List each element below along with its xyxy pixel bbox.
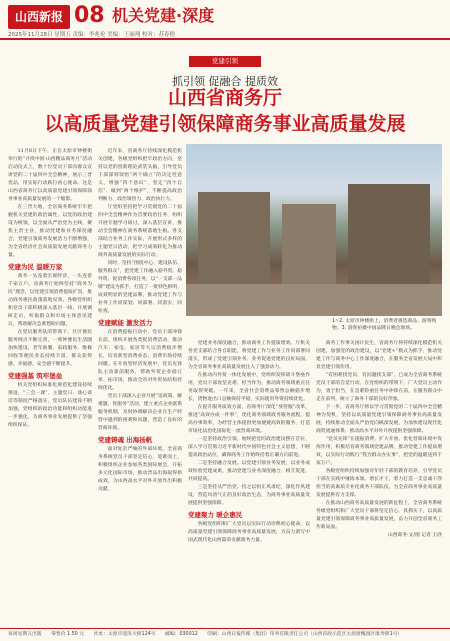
paragraph: 各级党组织持续加强对年轻干部的教育培养，引导党员干部在实践中锤炼本领、增长才干，着力打造一支忠诚干净担当的高素质专业化商务干部队伍，为全省商务事业高质量发展提供有力支撑。	[316, 469, 442, 498]
paragraph: 党建业务深度融合，推动商务工作提质增效。厅机关各党支部结合各自职能，将党建工作与业务工作同部署同落实，形成了党建引领业务、业务促进党建的良好局面，为全省商务事业高质量发展注入了强劲动力。	[188, 341, 310, 370]
paragraph: 机关党组织标准化规范化建设持续推进，“三会一课”、主题党日、谈心谈话等制度严格落实，党员队伍建设不断加强，党组织的政治功能和组织功能进一步强化，为商务事业发展提供了坚强组织保证。	[8, 383, 92, 428]
article-column-3	[188, 340, 310, 624]
headline-line-2: 以高质量党建引领保障商务事业高质量发展	[44, 113, 406, 135]
footer-item: 印刷：山西日报传媒（集团）印务有限责任公司（山西省政示范区太原唐槐园区康寿街1号）	[207, 632, 403, 637]
paragraph: 党员干部深入企业开展“送政策、解难题、优服务”活动，建立重点企业联系服务机制，及时协调解决企业在生产经营中遇到的困难和问题，营造了良好的营商环境。	[98, 394, 182, 431]
byline: 山西商务·文/图 记者 王欣	[387, 533, 442, 538]
dateline: 2025年11月28日 星期五 责编：李兆伦 美编：王丽翔 校对：苏春艳	[8, 32, 175, 38]
headline-line-1: 山西省商务厅	[167, 87, 282, 109]
footer-item: 零售价 1.50 元	[51, 632, 85, 637]
page-number: 08	[74, 3, 105, 28]
paragraph: 在三晋大地，全省商务系统牢牢把握机关党建的政治属性，以党的政治建设为统领，以全面从严治党为主线，聚焦主责主业，推动党建和业务深度融合，党建引领商务发展活力不断增强，为全省经济社会高质量发展贡献商务力量。	[8, 205, 92, 258]
paragraph: 在推动山西商务高质量发展的新征程上，全省商务系统各级党组织和广大党员干部将坚定信心、真抓实干，以高质量党建引领保障商务事业高质量发展，奋力开创全省商务工作新局面。	[316, 501, 442, 530]
article-column-1	[8, 148, 92, 624]
paragraph: 同时，坚持“围绕中心、建设队伍、服务群众”，把党建工作融入稳外贸、稳外资、促消费各项任务，以“一支部一品牌”建设为抓手，打造了一批特色鲜明、成效明显的党建品牌，推动党建工作与业务工作同谋划、同部署、同落实、同检查。	[98, 261, 182, 314]
paragraph: 厅党组坚持把学习贯彻党的二十届四中全会精神作为首要政治任务，组织开展专题学习研讨，深入基层宣讲，推动全会精神在商务系统落地生根。各支部结合业务工作实际，开展形式多样的主题党日活动，把学习成效转化为推动商务高质量发展的实际行动。	[98, 205, 182, 258]
subheading: 党建强基 筑牢堡垒	[8, 372, 63, 380]
photo-caption: 1~2. 太原市钟楼街上，消费者挑选商品、游客购物。3. 游客拍摄中国品牌日晚会现场。	[332, 319, 437, 331]
article-kicker: 抓引领 促融合 提质效	[172, 75, 278, 88]
street-photo	[186, 144, 442, 316]
masthead-divider	[0, 38, 450, 40]
lead-paragraph: 11月8日下午，正在太原市钟楼街举行的“寻找中国·山西精品商务月”活动启动仪式上，数十位党员干部向群众宣讲党的二十届四中全会精神，展示三晋优品，用实际行动践行初心使命。这是山西省商务厅以高质量党建引领保障商务事业高质量发展的一个缩影。	[8, 149, 92, 202]
paragraph: 在消费提振行动中，党员干部冲锋在前，组织开展各类促消费活动，推动汽车、家电、家居等大宗消费稳步增长，培育新型消费业态，消费市场持续回暖。在开放型经济发展中，党员先锋队主动靠前服务，帮助外贸企业稳订单、拓市场，推动全省对外贸易结构持续优化。	[98, 330, 182, 391]
section-title: 机关党建·深度	[112, 6, 215, 25]
paragraph: 三是坚持从严治党。持之以恒正风肃纪，深化作风建设，营造风清气正的良好政治生态，为商务事业高质量发展提供坚强保障。	[188, 485, 310, 506]
subheading: 党建赋能 激发活力	[98, 319, 153, 327]
footer-item: 邮编：030012	[165, 632, 198, 637]
article-column-2	[98, 148, 182, 624]
paragraph: 下一步，省商务厅将以学习贯彻党的二十届四中全会精神为契机，坚持以高质量党建引领保障商务事业高质量发展，持续推动全面从严治党向纵深发展，为加快建设现代化商贸流通体系、推动高水平对外开放提供坚强保障。	[316, 405, 442, 434]
paragraph: 商务一头连着宏观经济，一头连着千家万户。省商务厅始终坚持“商务为民”理念，以党建引领消费提质扩容，推动商务惠民政策落地见效。各级党组织和党员干部积极深入基层一线，开展调研走访，听取群众和市场主体意见建议，帮助解决急难愁盼问题。	[8, 274, 92, 327]
paragraph: 二是坚持融合发展。以党建引领业务发展，以业务成效检验党建成果，推动党建与业务深度融合、相互促进、共同提高。	[188, 461, 310, 482]
paragraph: 一是坚持政治引领。始终把党的政治建设摆在首位，深入学习贯彻习近平新时代中国特色社会主义思想，不断提高政治站位，确保商务工作始终沿着正确方向前进。	[188, 437, 310, 458]
paragraph: 在推动内外贸一体化发展中，党组织发挥战斗堡垒作用，党员干部攻坚克难、担当作为，推动商务领域重点任务取得突破。一年来，全省社会消费品零售总额稳步增长，货物进出口总额保持平稳，实际使用外资持续优化。	[188, 373, 310, 402]
newspaper-logo: 山西新报	[8, 5, 70, 29]
paragraph: “有困难找党员、有问题找支部”，已成为全省商务系统党员干部的自觉行动。在党组织的带领下，广大党员主动作为，勇于担当，在急难险重任务中冲锋在前，在服务群众中走在前列，树立了商务干部的良好形象。	[316, 373, 442, 402]
footer-item: 每周星期五出版	[8, 632, 42, 637]
footer-item: 社址：太原市迎泽大街124号	[93, 632, 156, 637]
paragraph: 近年来，省商务厅持续深化模范机关创建，各级党组织把牢政治方向，坚持以党的创新理论武装头脑，引导党员干部深刻领悟“两个确立”的决定性意义，增强“四个意识”、坚定“四个自信”、做到“两个维护”，不断提高政治判断力、政治领悟力、政治执行力。	[98, 149, 182, 202]
subheading: 党建铸魂 出海扬帆	[98, 436, 153, 444]
article-column-4	[316, 340, 442, 624]
paragraph: 各级党组织和广大党员以实际行动诠释初心使命，以高质量党建引领保障商务事业高质量发展，为奋力谱写中国式现代化山西篇章贡献商务力量。	[188, 522, 310, 543]
paragraph: 商务工作事关国计民生，省商务厅将持续深化模范机关创建，加强党的政治建设，以“党建+”模式为抓手，推动党建工作与商务中心工作深度融合，在服务全省发展大局中彰显党建引领作用。	[316, 341, 442, 370]
topic-tag: 党建引领	[189, 56, 261, 67]
subheading: 党建聚力 暖企惠民	[188, 511, 243, 519]
footer-bar	[0, 628, 450, 641]
subheading: 党建为民 温暖万家	[8, 263, 63, 271]
masthead	[0, 0, 450, 38]
paragraph: 面对复杂严峻的外部环境，全省商务系统党员干部坚定信心、迎难而上，积极组织企业参加各类国际展会，开拓多元化国际市场，推动晋品出海取得新成效，为山西高水平对外开放作出积极贡献。	[98, 447, 182, 492]
paragraph: “党员先锋”在提振消费、扩大开放、优化营商环境中发挥作用，积极培育商务领域党建品牌，推动党建工作提质增效，以实际行动践行“我为群众办实事”，把党的温暖送到千家万户。	[316, 437, 442, 466]
paragraph: 在党员服务队的带领下，社区便民服务网点不断完善，一刻钟便民生活圈加快建设，老年助餐、家政服务、维修回收等便民业态持续丰富，群众获得感、幸福感、安全感不断提升。	[8, 330, 92, 367]
paragraph: 在提升服务质效方面，省商务厅深化“放管服”改革，推进“高效办成一件事”，优化商务领域政务服务流程，提高办事效率，为经营主体提供更加便捷高效的服务，打造市场化法治化国际化一流营商环境。	[188, 405, 310, 434]
